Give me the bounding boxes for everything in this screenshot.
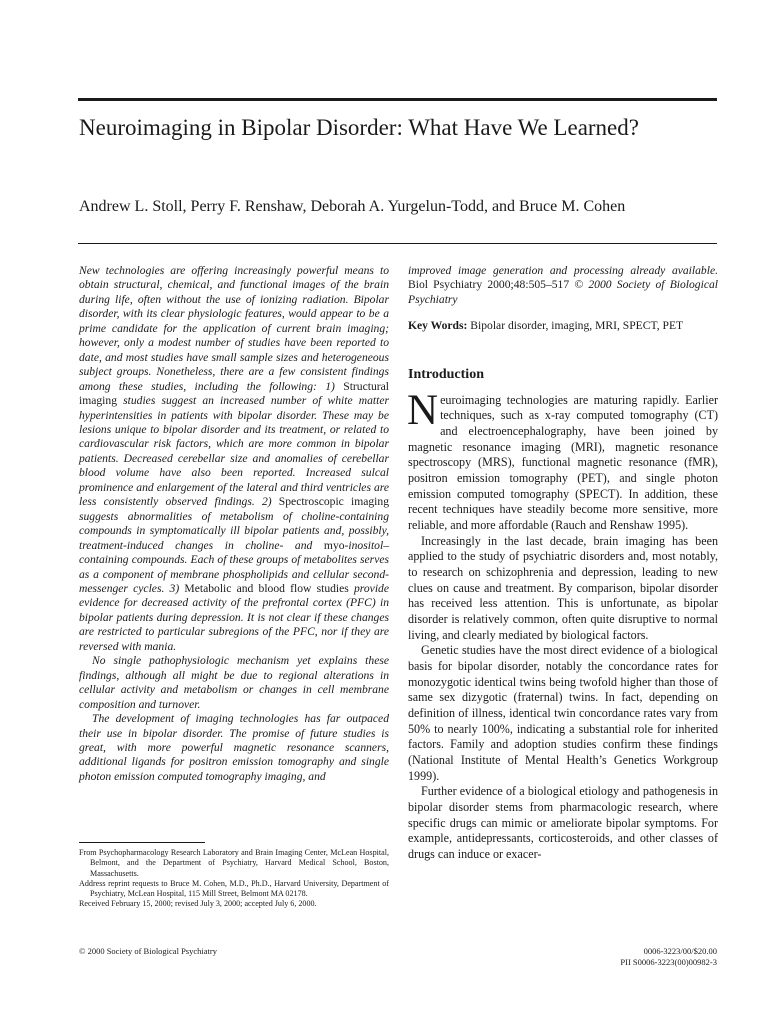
intro-paragraph-4: Further evidence of a biological etiology and pathogenesis in bipolar disorder stems from pharmacologic research, where specific drugs can mimic or ameliorate bipolar symptoms. For example, antidepressants, corticosteroids, and other classes of drugs can induce or exacer- [408,784,718,861]
footnote-received: Received February 15, 2000; revised July 3, 2000; accepted July 6, 2000. [79,899,317,909]
author-list: Andrew L. Stoll, Perry F. Renshaw, Deborah A. Yurgelun-Todd, and Bruce M. Cohen [79,198,626,215]
top-rule [78,98,717,101]
intro-paragraph-1: Neuroimaging technologies are maturing rapidly. Earlier techniques, such as x-ray computed tomography (CT) and electroencephalography, have been joined by magnetic resonance imaging (MRI), magnetic resonance spectroscopy (MRS), functional magnetic resonance (fMR), positron emission tomography (PET), and single photon emission computed tomography (SPECT). In addition, these recent techniques have steadily become more sensitive, more reliable, and more affordable (Rauch and Renshaw 1995). [407,386,718,533]
footnote-affiliation: From Psychopharmacology Research Laboratory and Brain Imaging Center, McLean Hospital, Belmont, and the Department of Psychiatry, Harvard Medical School, Boston, Massachusetts. [79,848,389,878]
footer-price: 0006-3223/00/$20.00 [643,946,717,956]
introduction-body [407,386,718,863]
drop-cap: N [407,386,439,434]
header-rule [78,243,717,244]
intro-paragraph-2: Increasingly in the last decade, brain imaging has been applied to the study of psychiatric disorders and, most notably, to research on schizophrenia and depression, leading to new clues on cause and treatment. By comparison, bipolar disorder has received less attention. This is unfortunate, as bipolar disorder is relatively common, often quite disruptive to normal living, and clearly mediated by biological factors. [408,533,718,642]
article-title: Neuroimaging in Bipolar Disorder: What Have We Learned? [79,115,639,140]
abstract-paragraph-2: No single pathophysiologic mechanism yet explains these findings, although all might be due to regional alterations in cellular activity and metabolism or changes in cell membrane composition and turnover. [79,654,389,711]
left-column [79,264,389,784]
footnotes [79,848,389,910]
footnote-rule [79,842,205,843]
section-heading-introduction: Introduction [408,366,484,382]
abstract-continuation: improved image generation and processing already available. Biol Psychiatry 2000;48:505–517 © 2000 Society of Biological Psychiatry [408,264,718,306]
right-column [408,264,718,863]
intro-paragraph-3: Genetic studies have the most direct evidence of a biological basis for bipolar disorder, notably the concordance rates for monozygotic identical twins being twofold higher than those of same sex dizygotic (fraternal) twins. In fact, depending on definition of illness, identical twin concordance rates vary from 50% to nearly 100%, indicating a substantial role for inherited factors. Family and adoption studies confirm these findings (National Institute of Mental Health’s Genetics Workgroup 1999). [408,643,718,783]
footer-copyright: © 2000 Society of Biological Psychiatry [79,946,217,956]
citation: Biol Psychiatry 2000;48:505–517 [408,278,570,292]
footer-pii: PII S0006-3223(00)00982-3 [620,957,717,967]
key-words: Key Words: Bipolar disorder, imaging, MRI, SPECT, PET [408,319,684,333]
abstract-paragraph-1: New technologies are offering increasingly powerful means to obtain structural, chemical, and functional images of the brain during life, often without the use of ionizing radiation. Bipolar disorder, with its clear physiologic features, would appear to be a prime candidate for the application of current brain imaging; however, only a modest number of studies have been reported to date, and most studies have small sample sizes and heterogeneous subject groups. Nonetheless, there are a few consistent findings among these studies, including the following: 1) Structural imaging studies suggest an increased number of white matter hyperintensities in patients with bipolar disorder. These may be lesions unique to bipolar disorder and its treatment, or related to cardiovascular risk factors, which are more common in bipolar patients. Decreased cerebellar size and anomalies of cerebellar blood volume have also been reported. Increased sulcal prominence and enlargement of the lateral and third ventricles are less consistently observed findings. 2) Spectroscopic imaging suggests abnormalities of metabolism of choline-containing compounds in symptomatically ill bipolar patients and, possibly, treatment-induced changes in choline- and myo-inositol–containing compounds. Each of these groups of metabolites serves as a component of membrane phospholipids and cellular second-messenger cycles. 3) Metabolic and blood flow studies provide evidence for decreased activity of the prefrontal cortex (PFC) in bipolar patients during depression. It is not clear if these changes are restricted to particular subregions of the PFC, nor if they are reversed with mania. [79,264,390,653]
footnote-reprint: Address reprint requests to Bruce M. Cohen, M.D., Ph.D., Harvard University, Department of Psychiatry, McLean Hospital, 115 Mill Street, Belmont MA 02178. [79,878,389,899]
footer-identifiers [620,946,717,968]
abstract-copyright: © 2000 Society of Biological Psychiatry [408,278,718,306]
abstract-paragraph-3: The development of imaging technologies has far outpaced their use in bipolar disorder. The promise of future studies is great, with more powerful magnetic resonance scanners, additional ligands for positron emission tomography and single photon emission computed tomography imaging, and [79,712,389,783]
